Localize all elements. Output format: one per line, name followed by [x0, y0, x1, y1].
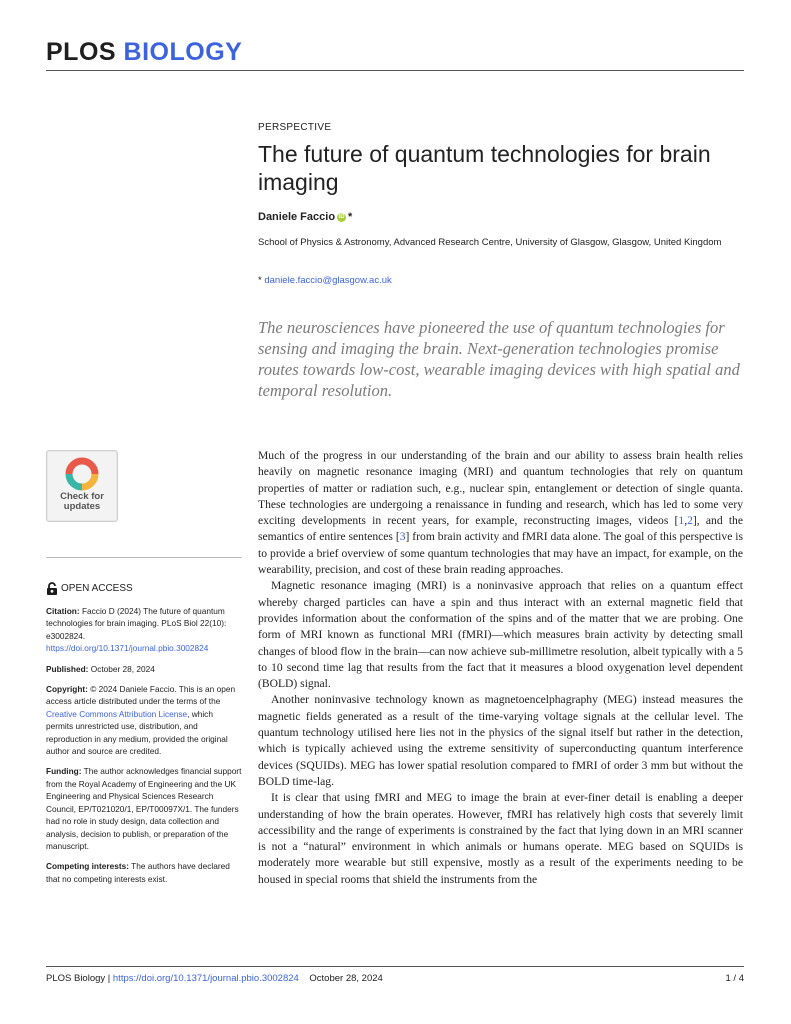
funding-text: The author acknowledges financial support from the Royal Academy of Engineering and the UK Engineering and Physical Sciences Research Council, EP/T021020/1, EP/T00097X/1. The funders had no role in study design, data collection and analysis, decision to publish, or preparation of the manuscript.	[46, 766, 242, 851]
footer-divider	[46, 966, 744, 967]
article-metadata	[46, 605, 242, 893]
article-section: PERSPECTIVE	[258, 122, 332, 133]
paragraph-1-text-d: ] from brain activity and fMRI data alone. The goal of this perspective is to provide a brief overview of some quantum technologies that may have an impact, for example, on the wearability, precision, and cost of these brain reading approaches.	[258, 530, 743, 577]
body-paragraph-1	[258, 448, 743, 578]
funding-label: Funding:	[46, 766, 82, 777]
paragraph-1-text-b: ,	[684, 514, 688, 528]
logo-word-biology: BIOLOGY	[123, 38, 243, 66]
email-prefix: *	[258, 275, 265, 286]
citation-text: Faccio D (2024) The future of quantum technologies for brain imaging. PLoS Biol 22(10): e3002824.	[46, 606, 227, 641]
footer-date: October 28, 2024	[309, 973, 383, 984]
citation-block	[46, 605, 242, 655]
reference-link-2[interactable]: 2	[687, 514, 693, 528]
citation-doi-link[interactable]: https://doi.org/10.1371/journal.pbio.3002824	[46, 643, 209, 654]
author-mark: *	[348, 211, 353, 223]
page-footer	[46, 973, 383, 984]
body-paragraph-4: It is clear that using fMRI and MEG to image the brain at ever-finer detail is enabling a deeper understanding of how the brain operates. However, fMRI has relatively high costs that severely limit accessibility and the range of experiments is constrained by the fact that lying down in an MRI scanner is not a “natural” environment in which animals or humans operate. MEG based on SQUIDs is moderately more wearable but still expensive, mostly as a result of the experiments needing to be housed in special rooms that shield the instruments from the	[258, 791, 743, 886]
published-block	[46, 663, 242, 675]
reference-link-3[interactable]: 3	[399, 530, 406, 544]
copyright-text-start: © 2024 Daniele Faccio. This is an open access article distributed under the terms of the	[46, 684, 236, 707]
body-paragraph-2: Magnetic resonance imaging (MRI) is a noninvasive approach that relies on a quantum effect whereby charged particles can have a spin and thus interact with an external magnetic field that provides information about the conformation of the spins and of the matter that we are probing. One form of MRI known as functional MRI (fMRI)—which measures brain activity by detecting small changes of blood flow in the brain—can now achieve sub-millimetre resolution, albeit typically with a 5 to 10 second time lag that results from the fact that it measures a blood oxygenation level dependent (BOLD) signal.	[258, 579, 743, 691]
copyright-block	[46, 683, 242, 757]
abstract: The neurosciences have pioneered the use of quantum technologies for sensing and imaging the brain. Next-generation technologies promise routes towards low-cost, wearable imaging devices with high spatial and temporal resolution.	[258, 318, 740, 400]
sidebar-divider	[46, 557, 242, 558]
published-date: October 28, 2024	[90, 663, 155, 674]
copyright-label: Copyright:	[46, 684, 88, 695]
footer-journal: PLOS Biology |	[46, 973, 113, 984]
published-label: Published:	[46, 663, 89, 674]
logo-word-plos: PLOS	[46, 38, 117, 66]
check-updates-label: Check for updates	[60, 491, 104, 512]
corresponding-email	[258, 275, 392, 286]
open-access-badge	[46, 582, 133, 595]
header-divider	[46, 70, 744, 71]
author-affiliation: School of Physics & Astronomy, Advanced Research Centre, University of Glasgow, Glasgow, United Kingdom	[258, 237, 722, 248]
competing-interests-block	[46, 860, 242, 885]
competing-interests-text: The authors have declared that no competing interests exist.	[46, 861, 230, 884]
orcid-icon[interactable]: iD	[338, 213, 345, 220]
paragraph-1-text-c: ], and the semantics of entire sentences [	[258, 514, 743, 544]
article-body	[258, 448, 743, 888]
author-name[interactable]: Daniele Faccio	[258, 211, 336, 223]
article-title: The future of quantum technologies for brain imaging	[258, 141, 711, 195]
check-for-updates-badge[interactable]	[46, 450, 118, 522]
citation-label: Citation:	[46, 606, 80, 616]
competing-interests-label: Competing interests:	[46, 861, 129, 872]
author-line	[258, 211, 352, 223]
email-link[interactable]: daniele.faccio@glasgow.ac.uk	[264, 275, 392, 286]
reference-link-1[interactable]: 1	[678, 514, 685, 528]
funding-block	[46, 765, 242, 852]
paragraph-1-text-a: Much of the progress in our understanding of the brain and our ability to assess brain health relies heavily on magnetic resonance imaging (MRI) and quantum technologies that rely on quantum properties of matter or radiation such, e.g., nuclear spin, entanglement or detection of single quanta. These technologies are undergoing a renaissance in funding and research, which has led to some very exciting developments in recent years, for example, reconstructing images, videos [	[258, 449, 743, 528]
check-updates-icon	[47, 453, 117, 495]
copyright-text-end: , which permits unrestricted use, distribution, and reproduction in any medium, provided the original author and source are credited.	[46, 708, 228, 757]
open-lock-icon	[46, 582, 58, 595]
footer-doi-link[interactable]: https://doi.org/10.1371/journal.pbio.3002824	[112, 973, 299, 984]
license-link[interactable]: Creative Commons Attribution License	[46, 708, 188, 719]
body-paragraph-3: Another noninvasive technology known as magnetoencelphagraphy (MEG) instead measures the magnetic fields generated as a result of the time-varying voltage signals at the cellular level. The quantum technology utilised here lies not in the physics of the signal itself but rather in the detection, which is typically achieved using the extreme sensitivity of superconducting quantum interference devices (SQUIDs). MEG has lower spatial resolution compared to fMRI of order 3 mm but without the BOLD time-lag.	[258, 693, 743, 788]
open-access-label: OPEN ACCESS	[61, 583, 133, 594]
journal-logo[interactable]	[46, 38, 242, 67]
page-number: 1 / 4	[725, 973, 744, 984]
